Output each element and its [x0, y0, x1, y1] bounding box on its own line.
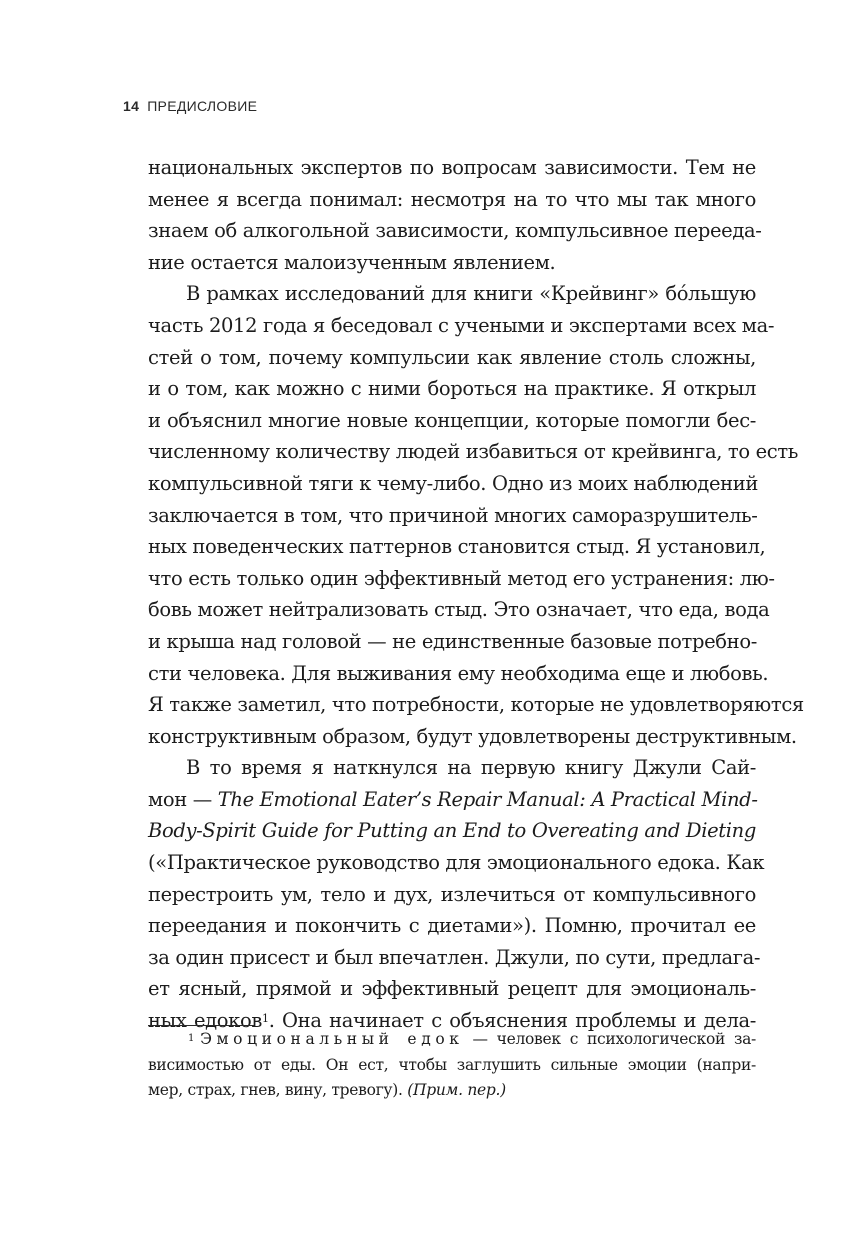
footnote-divider [148, 1025, 254, 1026]
text-line: («Практическое руководство для эмоционального едока. Как [148, 851, 765, 875]
text-line: В то время я наткнулся на первую книгу Джули Сай- [186, 756, 756, 780]
text-line: ет ясный, прямой и эффективный рецепт для эмоциональ- [148, 977, 756, 1001]
footnote-term: Эмоциональный едок [200, 1030, 464, 1048]
footnote-reference[interactable]: 1 [262, 1012, 269, 1026]
running-head [123, 98, 257, 114]
text-line: конструктивным образом, будут удовлетворены деструктивным. [148, 724, 797, 748]
text-line: ных поведенческих паттернов становится стыд. Я установил, [148, 535, 766, 559]
footnote-text: мер, страх, гнев, вину, тревогу). [148, 1081, 408, 1099]
text-line: перестроить ум, тело и дух, излечиться от компульсивного [148, 882, 756, 906]
book-title-line: Body-Spirit Guide for Putting an End to Overeating and Dieting [148, 819, 756, 843]
text-line: компульсивной тяги к чему-либо. Одно из моих наблюдений [148, 471, 759, 495]
footnote-line [148, 1027, 756, 1053]
section-title: ПРЕДИСЛОВИЕ [147, 98, 258, 114]
text-line: заключается в том, что причиной многих саморазрушитель- [148, 503, 758, 527]
text-line: Я также заметил, что потребности, которые не удовлетворяются [148, 693, 804, 717]
text-line: и о том, как можно с ними бороться на практике. Я открыл [148, 377, 756, 401]
text-line: стей о том, почему компульсии как явление столь сложны, [148, 345, 756, 369]
text-line: переедания и покончить с диетами»). Помню, прочитал ее [148, 914, 756, 938]
text-line: и крыша над головой — не единственные базовые потребно- [148, 629, 757, 653]
text-line: численному количеству людей избавиться от крейвинга, то есть [148, 440, 799, 464]
body-text [148, 152, 804, 1037]
footnote-number: 1 [188, 1033, 195, 1044]
text-fragment: мон — [148, 787, 218, 811]
text-line: национальных экспертов по вопросам зависимости. Тем не [148, 156, 756, 179]
footnote-line [148, 1078, 756, 1104]
footnote-text: — человек с психологической за- [463, 1030, 756, 1048]
text-line: бовь может нейтрализовать стыд. Это означает, что еда, вода [148, 598, 770, 622]
footnote-line: висимостью от еды. Он ест, чтобы заглушить сильные эмоции (напри- [148, 1055, 756, 1074]
text-line [148, 784, 756, 816]
book-title-fragment: The Emotional Eater’s Repair Manual: A Practical Mind- [217, 787, 758, 811]
text-line: менее я всегда понимал: несмотря на то что мы так много [148, 187, 756, 211]
page-number: 14 [123, 98, 140, 114]
text-line: знаем об алкогольной зависимости, компульсивное перееда- [148, 219, 762, 243]
text-line: за один присест и был впечатлен. Джули, по сути, предлага- [148, 945, 761, 969]
text-line: и объяснил многие новые концепции, которые помогли бес- [148, 408, 756, 432]
text-line: что есть только один эффективный метод его устранения: лю- [148, 566, 775, 590]
text-line: ние остается малоизученным явлением. [148, 250, 556, 274]
text-fragment: ных едоков [148, 1009, 263, 1033]
text-fragment: . Она начинает с объяснения проблемы и дела- [268, 1009, 757, 1033]
text-line: часть 2012 года я беседовал с учеными и экспертами всех ма- [148, 313, 775, 337]
footnote [148, 1027, 756, 1104]
text-line: сти человека. Для выживания ему необходима еще и любовь. [148, 661, 769, 685]
translator-note: (Прим. пер.) [407, 1081, 506, 1099]
text-line: В рамках исследований для книги «Крейвинг» бóльшую [186, 282, 756, 306]
